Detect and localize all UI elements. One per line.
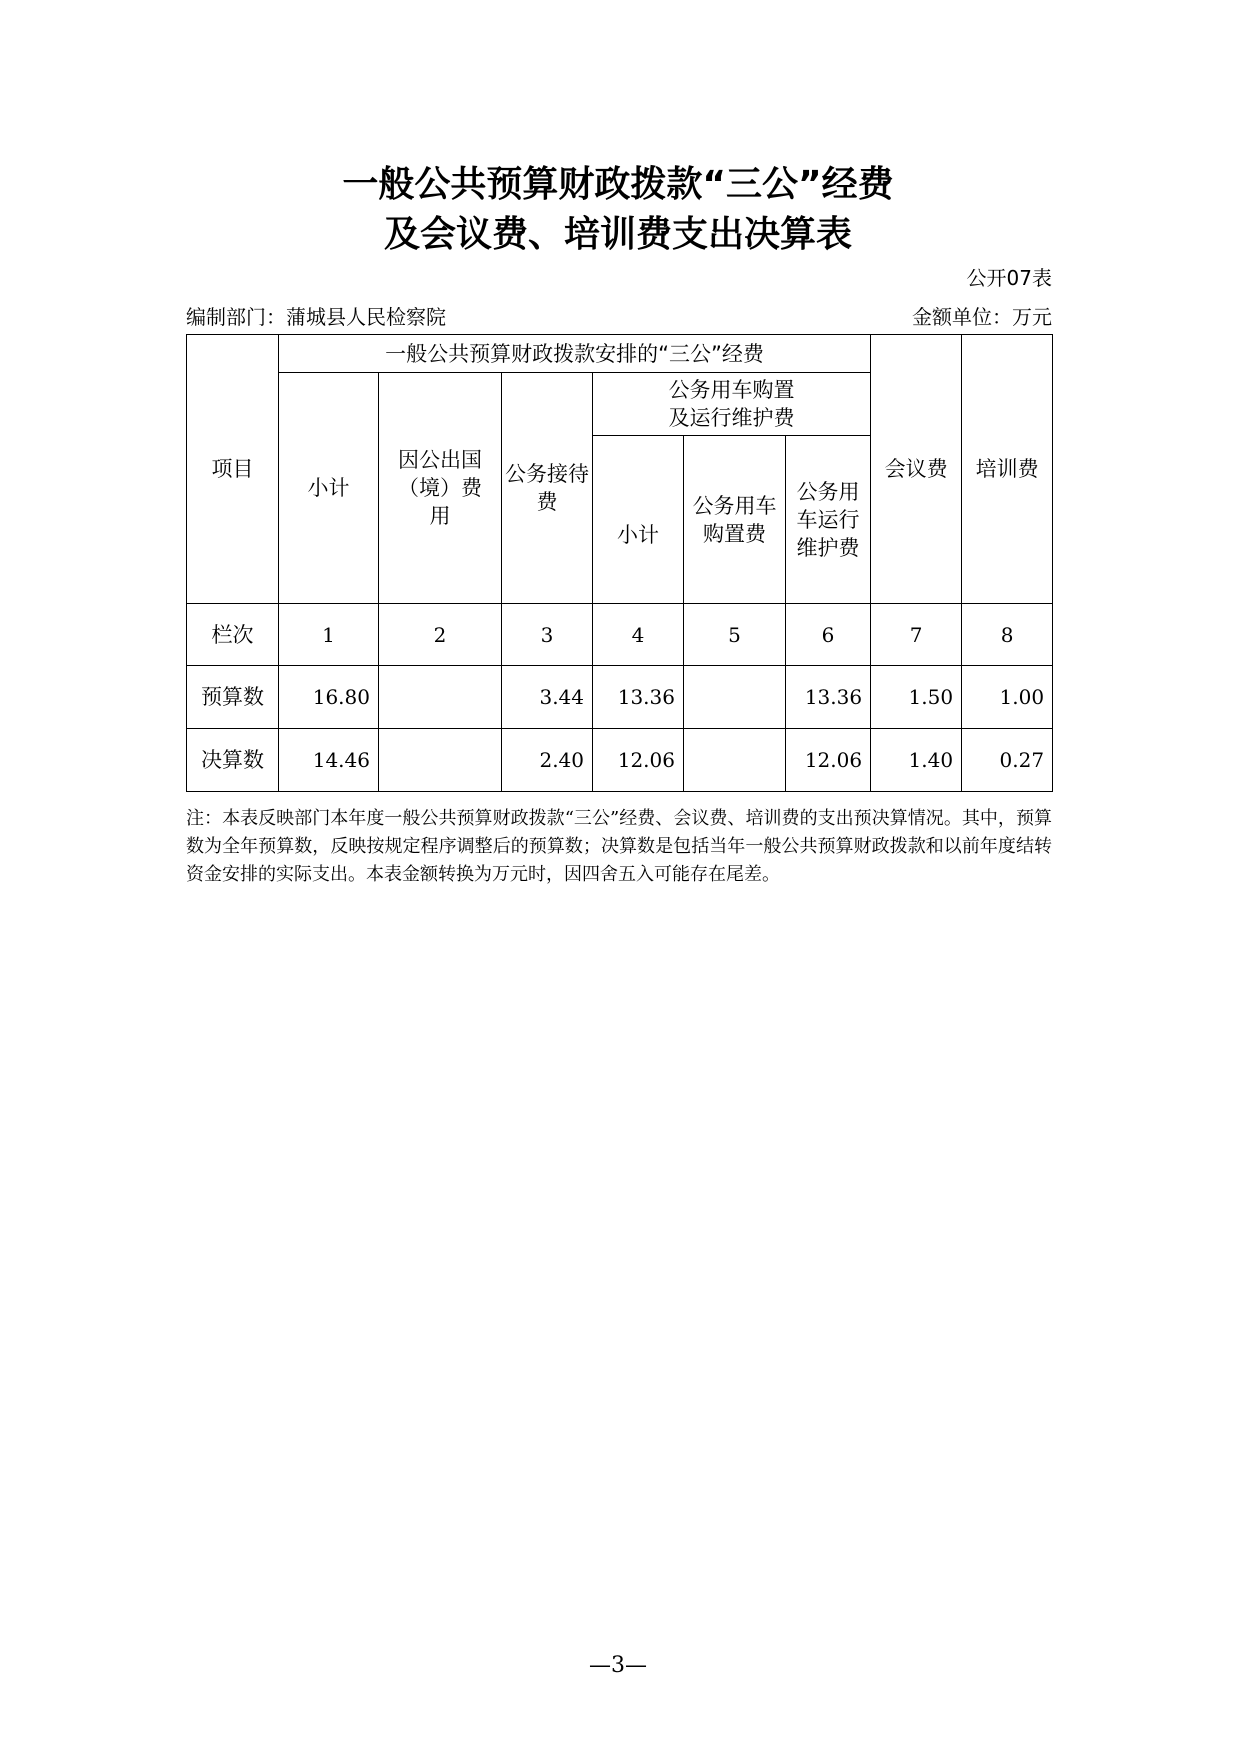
actual-cell: 1.40 (871, 729, 962, 792)
actual-cell: 2.40 (502, 729, 593, 792)
row-label-actual: 决算数 (187, 729, 279, 792)
budget-cell: 13.36 (786, 666, 871, 729)
page-title-line1: 一般公共预算财政拨款“三公”经费 (342, 164, 894, 205)
budget-cell: 13.36 (593, 666, 684, 729)
actual-cell (379, 729, 502, 792)
form-code: 公开07表 (966, 266, 1052, 290)
index-cell: 5 (684, 604, 786, 666)
index-cell: 1 (279, 604, 379, 666)
actual-cell (684, 729, 786, 792)
header-vehicle-operation: 公务用车运行维护费 (786, 436, 871, 604)
header-reception: 公务接待费 (502, 373, 593, 604)
budget-cell: 1.50 (871, 666, 962, 729)
header-vehicle-group: 公务用车购置及运行维护费 (593, 373, 871, 436)
header-vehicle-subtotal: 小计 (593, 436, 684, 604)
index-cell: 8 (962, 604, 1053, 666)
budget-cell (379, 666, 502, 729)
expense-table (186, 334, 1053, 792)
header-three-public-group: 一般公共预算财政拨款安排的“三公”经费 (279, 335, 871, 373)
index-cell: 3 (502, 604, 593, 666)
index-cell: 6 (786, 604, 871, 666)
row-label-index: 栏次 (187, 604, 279, 666)
row-label-budget: 预算数 (187, 666, 279, 729)
index-cell: 7 (871, 604, 962, 666)
unit-label: 金额单位：万元 (912, 305, 1052, 329)
page-title-line2: 及会议费、培训费支出决算表 (383, 214, 852, 255)
actual-cell: 0.27 (962, 729, 1053, 792)
budget-cell: 1.00 (962, 666, 1053, 729)
index-cell: 4 (593, 604, 684, 666)
header-item: 项目 (187, 335, 279, 604)
header-abroad: 因公出国（境）费用 (379, 373, 502, 604)
index-cell: 2 (379, 604, 502, 666)
header-meeting: 会议费 (871, 335, 962, 604)
header-vehicle-purchase: 公务用车购置费 (684, 436, 786, 604)
actual-cell: 12.06 (786, 729, 871, 792)
actual-cell: 12.06 (593, 729, 684, 792)
table-note: 注：本表反映部门本年度一般公共预算财政拨款“三公”经费、会议费、培训费的支出预决算情况。其中，预算数为全年预算数，反映按规定程序调整后的预算数；决算数是包括当年一般公共预算财政拨款和以前年度结转资金安排的实际支出。本表金额转换为万元时，因四舍五入可能存在尾差。 (186, 808, 1052, 885)
page-number: —3— (589, 1653, 647, 1678)
header-training: 培训费 (962, 335, 1053, 604)
department-label: 编制部门：蒲城县人民检察院 (186, 305, 446, 329)
actual-cell: 14.46 (279, 729, 379, 792)
budget-cell (684, 666, 786, 729)
budget-cell: 3.44 (502, 666, 593, 729)
header-subtotal: 小计 (279, 373, 379, 604)
budget-cell: 16.80 (279, 666, 379, 729)
